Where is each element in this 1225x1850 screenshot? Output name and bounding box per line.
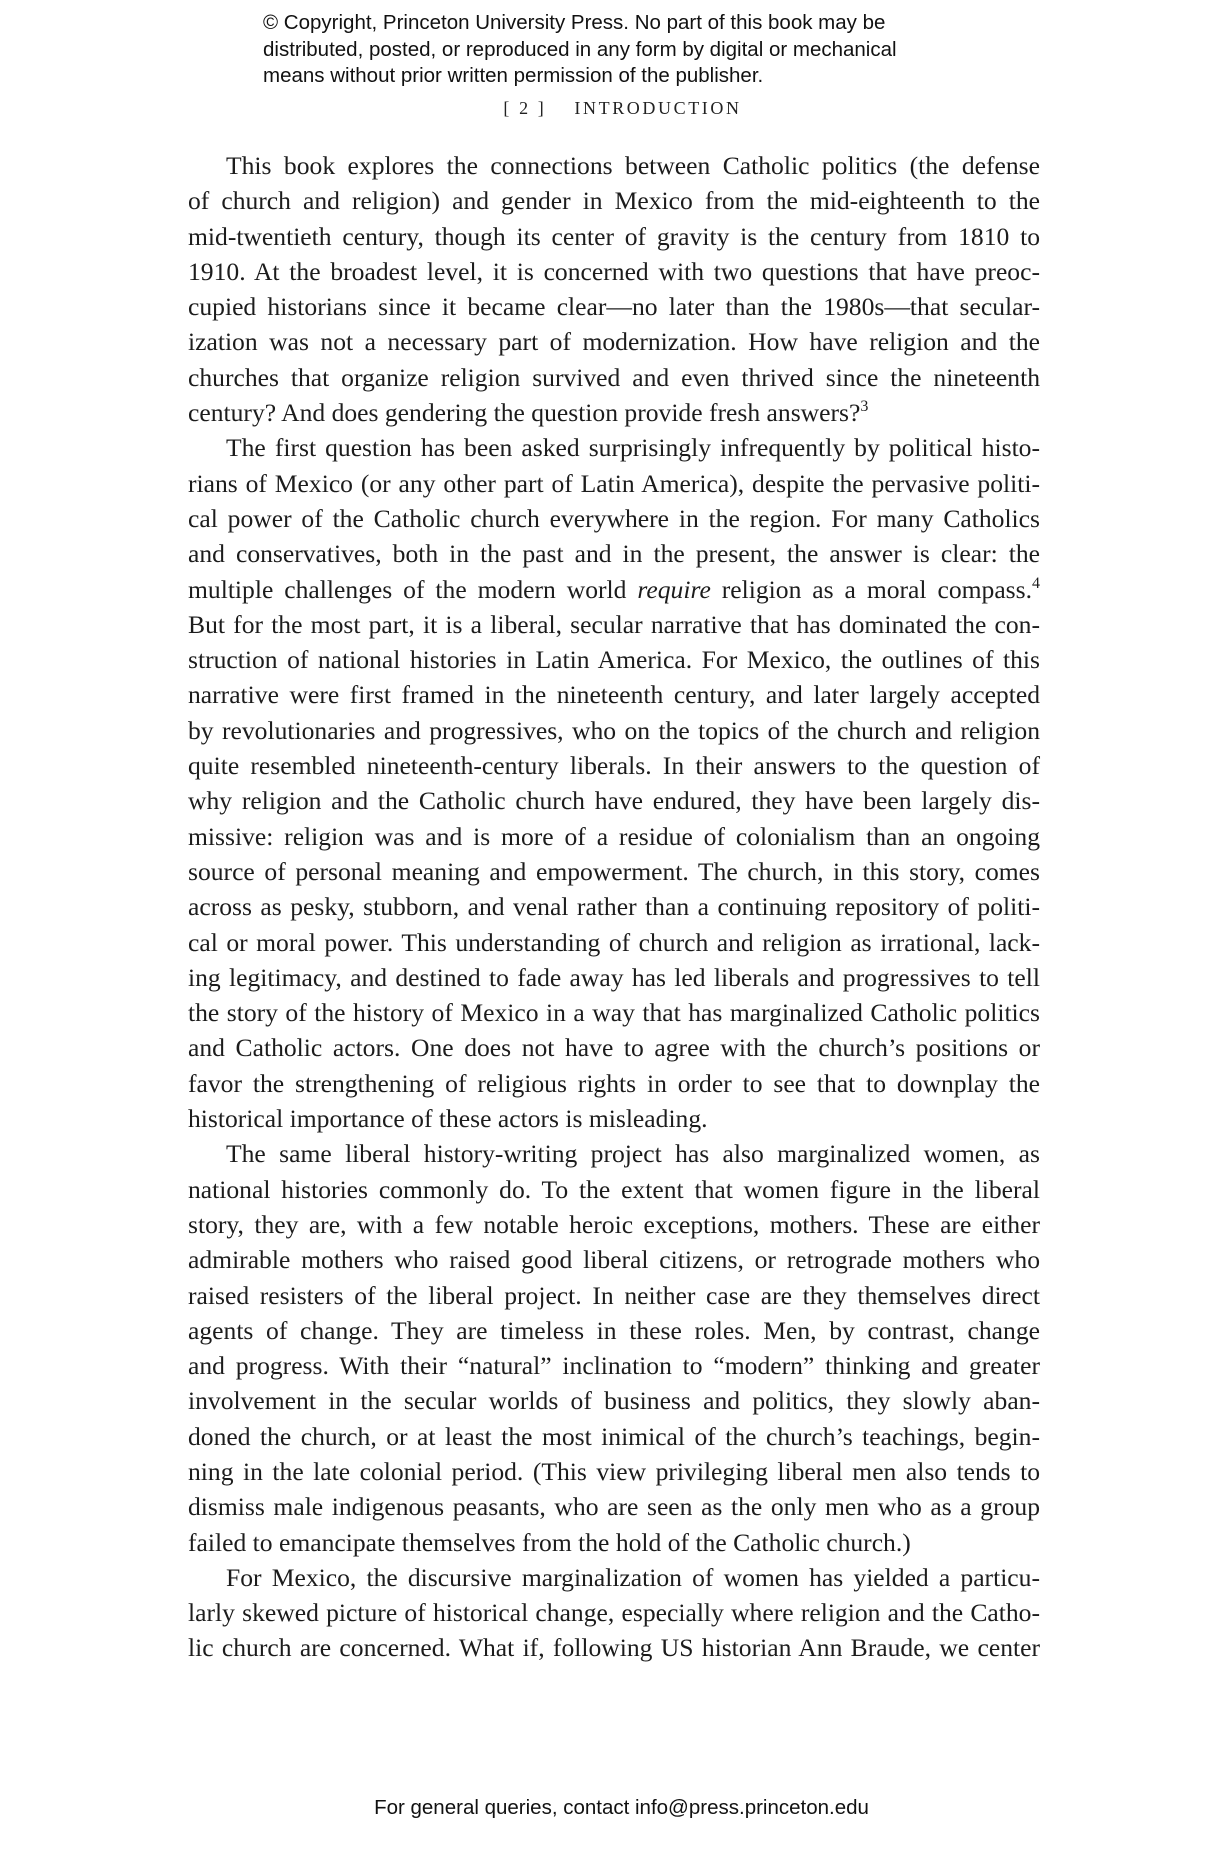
footnote-ref[interactable]: 4 <box>1032 574 1040 592</box>
text-line-with-note <box>188 395 1040 430</box>
text-line: failed to emancipate themselves from the hold of the Catholic church.) <box>188 1527 911 1557</box>
text-line: ning in the late colonial period. (This view privileging liberal men also tends to <box>188 1456 1040 1486</box>
text-line: the story of the history of Mexico in a way that has marginalized Catholic politics <box>188 998 1040 1028</box>
text-line: quite resembled nineteenth-century liberals. In their answers to the question of <box>188 751 1040 781</box>
text-line: cal power of the Catholic church everywhere in the region. For many Catholics <box>188 503 1040 533</box>
text-line: story, they are, with a few notable heroic exceptions, mothers. These are either <box>188 1209 1040 1239</box>
text-line: across as pesky, stubborn, and venal rather than a continuing repository of politi- <box>188 892 1040 922</box>
text-line: dismiss male indigenous peasants, who are seen as the only men who as a group <box>188 1492 1040 1522</box>
text-line: doned the church, or at least the most inimical of the church’s teachings, begin- <box>188 1421 1040 1451</box>
text-line: ing legitimacy, and destined to fade away has led liberals and progressives to tell <box>188 962 1040 992</box>
text-line: by revolutionaries and progressives, who on the topics of the church and religion <box>188 715 1040 745</box>
text-line: century? And does gendering the question provide fresh answers? <box>188 398 861 428</box>
text-line: larly skewed picture of historical change, especially where religion and the Catho- <box>188 1598 1040 1628</box>
text-line: and conservatives, both in the past and in the present, the answer is clear: the <box>188 539 1040 569</box>
text-line: lic church are concerned. What if, following US historian Ann Braude, we center <box>188 1633 1040 1663</box>
text-line: of church and religion) and gender in Mexico from the mid-eighteenth to the <box>188 186 1040 216</box>
paragraph-3 <box>188 1136 1040 1560</box>
text-line: admirable mothers who raised good liberal citizens, or retrograde mothers who <box>188 1245 1040 1275</box>
footer-contact: For general queries, contact info@press.princeton.edu <box>374 1796 869 1819</box>
paragraph-1 <box>188 148 1040 430</box>
text-segment: religion as a moral compass. <box>710 574 1032 604</box>
copyright-line: means without prior written permission of the publisher. <box>263 64 764 87</box>
page-number: [ 2 ] <box>503 98 547 118</box>
copyright-line: distributed, posted, or reproduced in any form by digital or mechanical <box>263 37 897 61</box>
text-segment: multiple challenges of the modern world <box>188 574 638 604</box>
text-line: cupied historians since it became clear—no later than the 1980s—that secular- <box>188 292 1040 322</box>
text-line: agents of change. They are timeless in these roles. Men, by contrast, change <box>188 1315 1040 1345</box>
text-line: missive: religion was and is more of a residue of colonialism than an ongoing <box>188 821 1040 851</box>
text-line: cal or moral power. This understanding of church and religion as irrational, lack- <box>188 927 1040 957</box>
footnote-ref[interactable]: 3 <box>860 398 869 416</box>
text-line: struction of national histories in Latin America. For Mexico, the outlines of this <box>188 645 1040 675</box>
paragraph-2 <box>188 430 1040 1136</box>
text-line: This book explores the connections between Catholic politics (the defense <box>226 151 1040 180</box>
text-line: favor the strengthening of religious rights in order to see that to downplay the <box>188 1068 1040 1098</box>
section-title: INTRODUCTION <box>574 98 742 118</box>
text-line: source of personal meaning and empowerment. The church, in this story, comes <box>188 856 1040 886</box>
text-line: narrative were first framed in the nineteenth century, and later largely accepted <box>188 680 1040 710</box>
text-line: 1910. At the broadest level, it is concerned with two questions that have preoc- <box>188 256 1040 286</box>
text-line: churches that organize religion survived and even thrived since the nineteenth <box>188 362 1040 392</box>
text-line: and Catholic actors. One does not have to agree with the church’s positions or <box>188 1033 1040 1063</box>
text-line: ization was not a necessary part of modernization. How have religion and the <box>188 327 1040 357</box>
text-line: For Mexico, the discursive marginalization of women has yielded a particu- <box>226 1562 1040 1592</box>
paragraph-4 <box>188 1560 1040 1666</box>
emphasized-word: require <box>637 574 711 604</box>
text-line: The first question has been asked surprisingly infrequently by political histo- <box>226 433 1040 463</box>
text-line-with-emphasis <box>188 572 1040 607</box>
text-line: raised resisters of the liberal project. In neither case are they themselves direct <box>188 1280 1040 1310</box>
text-line: historical importance of these actors is misleading. <box>188 1104 708 1134</box>
copyright-line: © Copyright, Princeton University Press. No part of this book may be <box>263 11 886 34</box>
text-line: and progress. With their “natural” inclination to “modern” thinking and greater <box>188 1351 1040 1381</box>
running-head <box>0 98 1225 119</box>
text-line: national histories commonly do. To the extent that women figure in the liberal <box>188 1174 1040 1204</box>
body-text <box>188 148 1040 1666</box>
copyright-notice <box>263 10 1023 90</box>
text-line: why religion and the Catholic church have endured, they have been largely dis- <box>188 786 1040 816</box>
text-line: The same liberal history-writing project has also marginalized women, as <box>226 1139 1040 1169</box>
text-line: rians of Mexico (or any other part of Latin America), despite the pervasive politi- <box>188 468 1040 498</box>
text-line: But for the most part, it is a liberal, secular narrative that has dominated the con- <box>188 609 1040 639</box>
text-line: mid-twentieth century, though its center of gravity is the century from 1810 to <box>188 221 1040 251</box>
text-line: involvement in the secular worlds of business and politics, they slowly aban- <box>188 1386 1040 1416</box>
